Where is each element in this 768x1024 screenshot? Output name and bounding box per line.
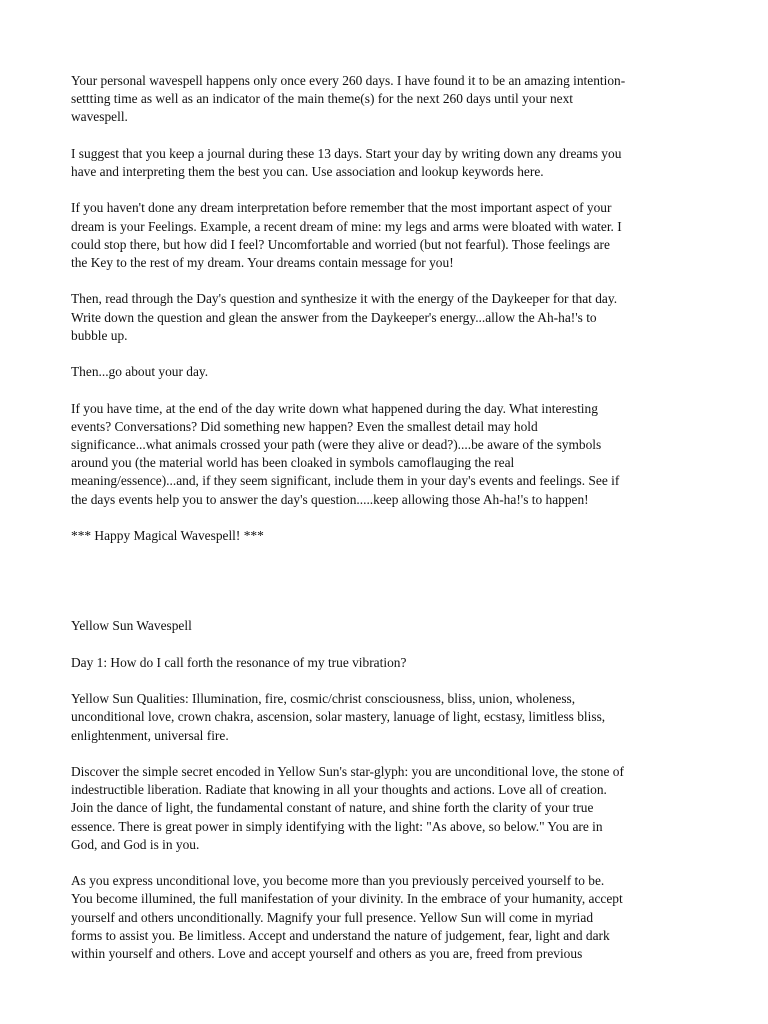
wavespell-title: Yellow Sun Wavespell xyxy=(71,618,192,634)
intro-paragraph-dreams: If you haven't done any dream interpretation before remember that the most important aspect of your dream is your Feelings. Example, a recent dream of mine: my legs and arms were bloated with water. I could stop there, but how did I feel? Uncomfortable and worried (but not fearful). Those feelings are the Key to the rest of my dream. Your dreams contain message for you! xyxy=(71,200,622,270)
intro-paragraph-end-of-day: If you have time, at the end of the day write down what happened during the day. What interesting events? Conversations? Did something new happen? Even the smallest detail may hold significance...what animals crossed your path (were they alive or dead?)....be aware of the symbols around you (the material world has been cloaked in symbols camoflauging the real meaning/essence)...and, if they seem significant, include them in your day's events and feelings. See if the days events help you to answer the day's question.....keep allowing those Ah-ha!'s to happen! xyxy=(71,400,620,507)
intro-paragraph-daykeeper: Then, read through the Day's question and synthesize it with the energy of the Daykeeper for that day. Write down the question and glean the answer from the Daykeeper's energy...allow the Ah-ha!'s to bubble up. xyxy=(71,291,618,343)
intro-closing-line: *** Happy Magical Wavespell! *** xyxy=(71,527,264,543)
express-paragraph: As you express unconditional love, you become more than you previously perceived yourself to be. You become illumined, the full manifestation of your divinity. In the embrace of your humanity, accept yourself and others unconditionally. Magnify your full presence. Yellow Sun will come in myriad forms to assist you. Be limitless. Accept and understand the nature of judgement, fear, light and dark within yourself and others. Love and accept yourself and others as you are, freed from previous xyxy=(71,873,623,961)
intro-section xyxy=(71,0,698,545)
intro-paragraph-go-about: Then...go about your day. xyxy=(71,364,209,380)
discover-paragraph: Discover the simple secret encoded in Yellow Sun's star-glyph: you are unconditional love, the stone of indestructible liberation. Radiate that knowing in all your thoughts and actions. Love all of creation. Join the dance of light, the fundamental constant of nature, and shine forth the clarity of your true essence. There is great power in simply identifying with the light: "As above, so below." You are in God, and God is in you. xyxy=(71,763,624,852)
day-question: Day 1: How do I call forth the resonance of my true vibration? xyxy=(71,654,407,670)
intro-paragraph-journal: I suggest that you keep a journal during these 13 days. Start your day by writing down any dreams you have and interpreting them the best you can. Use association and lookup keywords here. xyxy=(71,145,622,179)
qualities-paragraph: Yellow Sun Qualities: Illumination, fire, cosmic/christ consciousness, bliss, union, wholeness, unconditional love, crown chakra, ascension, solar mastery, lanuage of light, ecstasy, limitless bliss, enlightenment, universal fire. xyxy=(71,691,606,743)
wavespell-section xyxy=(71,563,698,963)
intro-paragraph-wavespell: Your personal wavespell happens only once every 260 days. I have found it to be an amazing intention- settting time as well as an indicator of the main theme(s) for the next 260 days until your next wavespell. xyxy=(71,73,626,125)
